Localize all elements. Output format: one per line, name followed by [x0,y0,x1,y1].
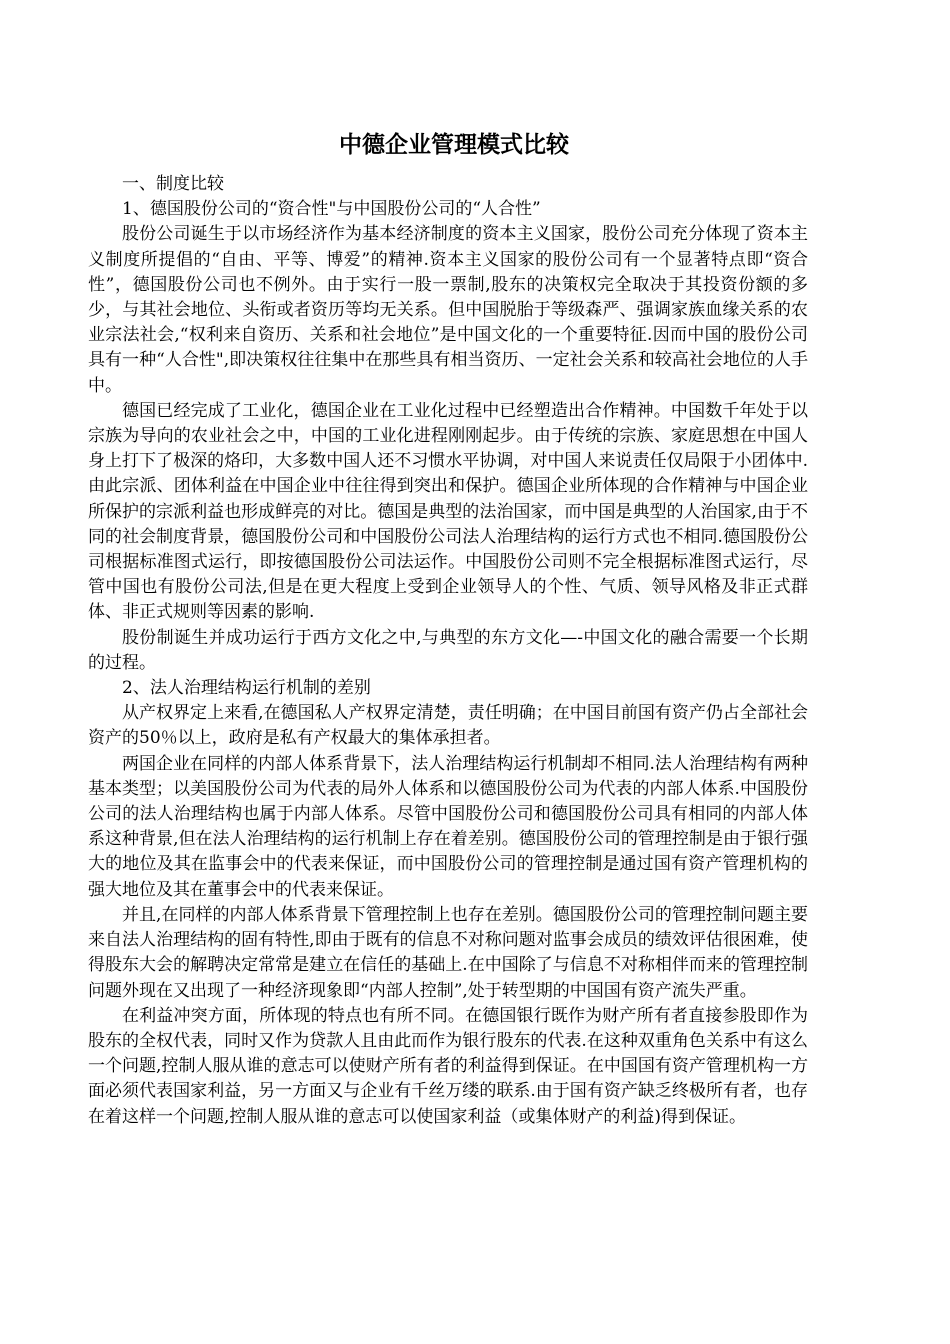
paragraph: 股份制诞生并成功运行于西方文化之中,与典型的东方文化—-中国文化的融合需要一个长期的过程。 [88,627,808,673]
document-page [88,128,808,1130]
paragraph: 德国已经完成了工业化，德国企业在工业化过程中已经塑造出合作精神。中国数千年处于以宗族为导向的农业社会之中，中国的工业化进程刚刚起步。由于传统的宗族、家庭思想在中国人身上打下了极深的烙印，大多数中国人还不习惯水平协调，对中国人来说责任仅局限于小团体中.由此宗派、团体利益在中国企业中往往得到突出和保护。德国企业所体现的合作精神与中国企业所保护的宗派利益也形成鲜亮的对比。德国是典型的法治国家，而中国是典型的人治国家,由于不同的社会制度背景，德国股份公司和中国股份公司法人治理结构的运行方式也不相同.德国股份公司根据标准图式运行，即按德国股份公司法运作。中国股份公司则不完全根据标准图式运行，尽管中国也有股份公司法,但是在更大程度上受到企业领导人的个性、气质、领导风格及非正式群体、非正式规则等因素的影响. [88,400,808,623]
document-title: 中德企业管理模式比较 [339,132,569,158]
subsection-heading-1: 1、德国股份公司的“资合性"与中国股份公司的“人合性” [122,199,541,220]
paragraph: 从产权界定上来看,在德国私人产权界定清楚，责任明确；在中国目前国有资产仍占全部社会资产的50％以上，政府是私有产权最大的集体承担者。 [88,703,808,749]
paragraph: 在利益冲突方面，所体现的特点也有所不同。在德国银行既作为财产所有者直接参股即作为股东的全权代表，同时又作为贷款人且由此而作为银行股东的代表.在这种双重角色关系中有这么一个问题,控制人服从谁的意志可以使财产所有者的利益得到保证。在中国国有资产管理机构一方面必须代表国家利益，另一方面又与企业有千丝万缕的联系.由于国有资产缺乏终极所有者，也存在着这样一个问题,控制人服从谁的意志可以使国家利益（或集体财产的利益)得到保证。 [88,1005,808,1127]
paragraph: 两国企业在同样的内部人体系背景下，法人治理结构运行机制却不相同.法人治理结构有两种基本类型；以美国股份公司为代表的局外人体系和以德国股份公司为代表的内部人体系.中国股份公司的法人治理结构也属于内部人体系。尽管中国股份公司和德国股份公司具有相同的内部人体系这种背景,但在法人治理结构的运行机制上存在着差别。德国股份公司的管理控制是由于银行强大的地位及其在监事会中的代表来保证，而中国股份公司的管理控制是通过国有资产管理机构的强大地位及其在董事会中的代表来保证。 [88,753,808,900]
paragraph: 并且,在同样的内部人体系背景下管理控制上也存在差别。德国股份公司的管理控制问题主要来自法人治理结构的固有特性,即由于既有的信息不对称问题对监事会成员的绩效评估很困难，使得股东大会的解聘决定常常是建立在信任的基础上.在中国除了与信息不对称相伴而来的管理控制问题外现在又出现了一种经济现象即“内部人控制”,处于转型期的中国国有资产流失严重。 [88,904,808,1001]
subsection-heading-2: 2、法人治理结构运行机制的差别 [122,678,371,699]
paragraph: 股份公司诞生于以市场经济作为基本经济制度的资本主义国家，股份公司充分体现了资本主义制度所提倡的“自由、平等、博爱”的精神.资本主义国家的股份公司有一个显著特点即“资合性”，德国股份公司也不例外。由于实行一股一票制,股东的决策权完全取决于其投资份额的多少，与其社会地位、头衔或者资历等均无关系。但中国脱胎于等级森严、强调家族血缘关系的农业宗法社会,“权利来自资历、关系和社会地位”是中国文化的一个重要特征.因而中国的股份公司具有一种“人合性",即决策权往往集中在那些具有相当资历、一定社会关系和较高社会地位的人手中。 [88,224,808,396]
section-heading-1: 一、制度比较 [122,174,224,194]
